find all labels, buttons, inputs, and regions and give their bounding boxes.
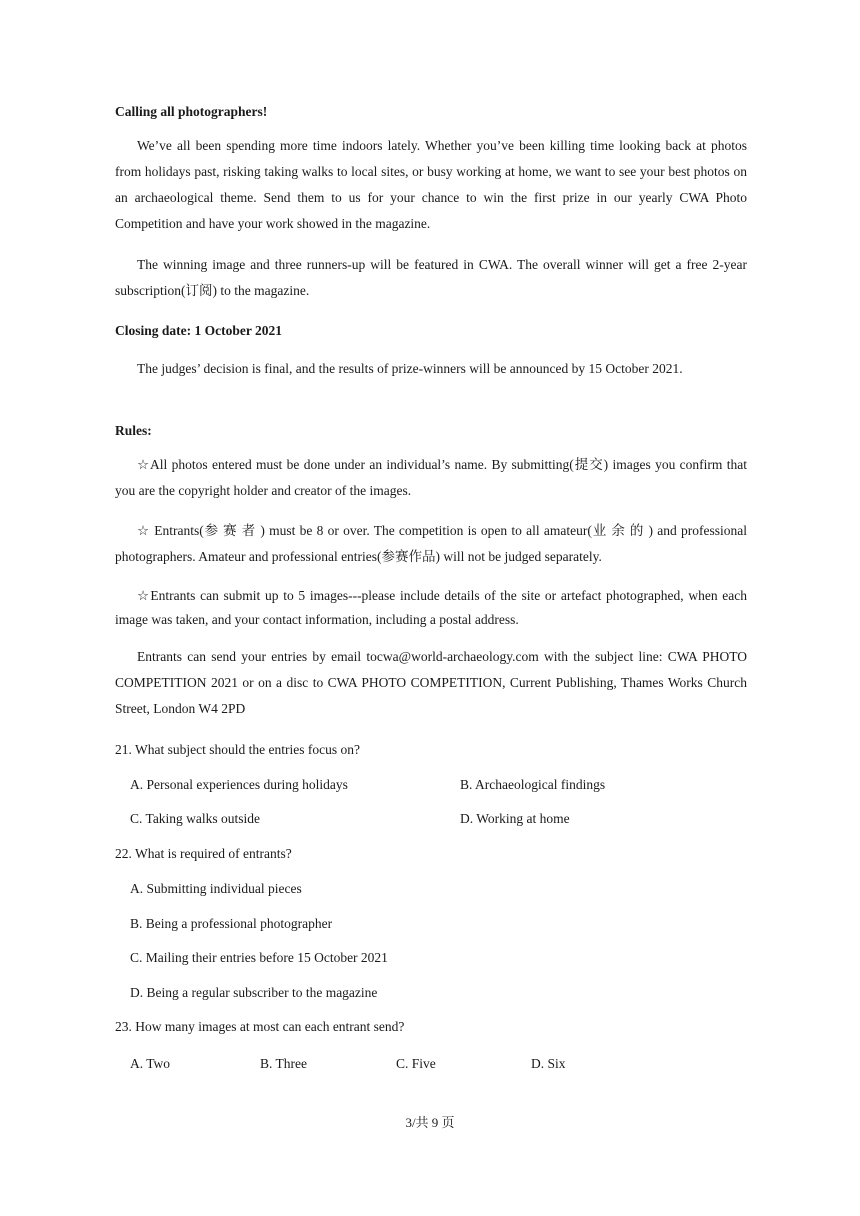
intro-paragraph-2: The winning image and three runners-up will be featured in CWA. The overall winner will get a free 2-year subscription(订阅) to the magazine. (115, 257, 747, 298)
q21-option-c: C. Taking walks outside (130, 811, 261, 826)
q22-option-d: D. Being a regular subscriber to the magazine (130, 985, 378, 1000)
passage-heading: Calling all photographers! (115, 104, 268, 119)
question-23: 23. How many images at most can each entrant send? (115, 1019, 405, 1034)
q21-option-d: D. Working at home (460, 811, 570, 826)
rule-item-2: ☆ Entrants(参 赛 者 ) must be 8 or over. The competition is open to all amateur(业 余 的 ) and professional photographers. Amateur and professional entries(参赛作品) will not be judged separately. (115, 523, 747, 564)
q21-option-b: B. Archaeological findings (460, 777, 606, 792)
q23-option-d: D. Six (531, 1056, 566, 1071)
q21-option-a: A. Personal experiences during holidays (130, 777, 348, 792)
intro-paragraph-1: We’ve all been spending more time indoors lately. Whether you’ve been killing time looking back at photos from holidays past, risking taking walks to local sites, or busy working at home, we want to see your best photos on an archaeological theme. Send them to us for your chance to win the first prize in our yearly CWA Photo Competition and have your work showed in the magazine. (115, 138, 747, 231)
closing-date-heading: Closing date: 1 October 2021 (115, 323, 282, 338)
q23-option-b: B. Three (260, 1056, 307, 1071)
page-number: 3/共 9 页 (405, 1115, 455, 1130)
rule-item-3: ☆Entrants can submit up to 5 images---please include details of the site or artefact photographed, when each image was taken, and your contact information, including a postal address. (115, 588, 747, 627)
q23-option-a: A. Two (130, 1056, 171, 1071)
rules-heading: Rules: (115, 423, 152, 438)
q22-option-a: A. Submitting individual pieces (130, 881, 302, 896)
question-22: 22. What is required of entrants? (115, 846, 292, 861)
contact-paragraph: Entrants can send your entries by email tocwa@world-archaeology.com with the subject line: CWA PHOTO COMPETITION 2021 or on a disc to CWA PHOTO COMPETITION, Current Publishing, Thames Works Church Street, London W4 2PD (115, 649, 747, 716)
rule-item-1: ☆All photos entered must be done under an individual’s name. By submitting(提交) images you confirm that you are the copyright holder and creator of the images. (115, 457, 747, 498)
q22-option-c: C. Mailing their entries before 15 October 2021 (130, 950, 388, 965)
q23-option-c: C. Five (396, 1056, 436, 1071)
closing-date-text: The judges’ decision is final, and the results of prize-winners will be announced by 15 October 2021. (137, 361, 683, 376)
question-21: 21. What subject should the entries focus on? (115, 742, 360, 757)
q22-option-b: B. Being a professional photographer (130, 916, 333, 931)
